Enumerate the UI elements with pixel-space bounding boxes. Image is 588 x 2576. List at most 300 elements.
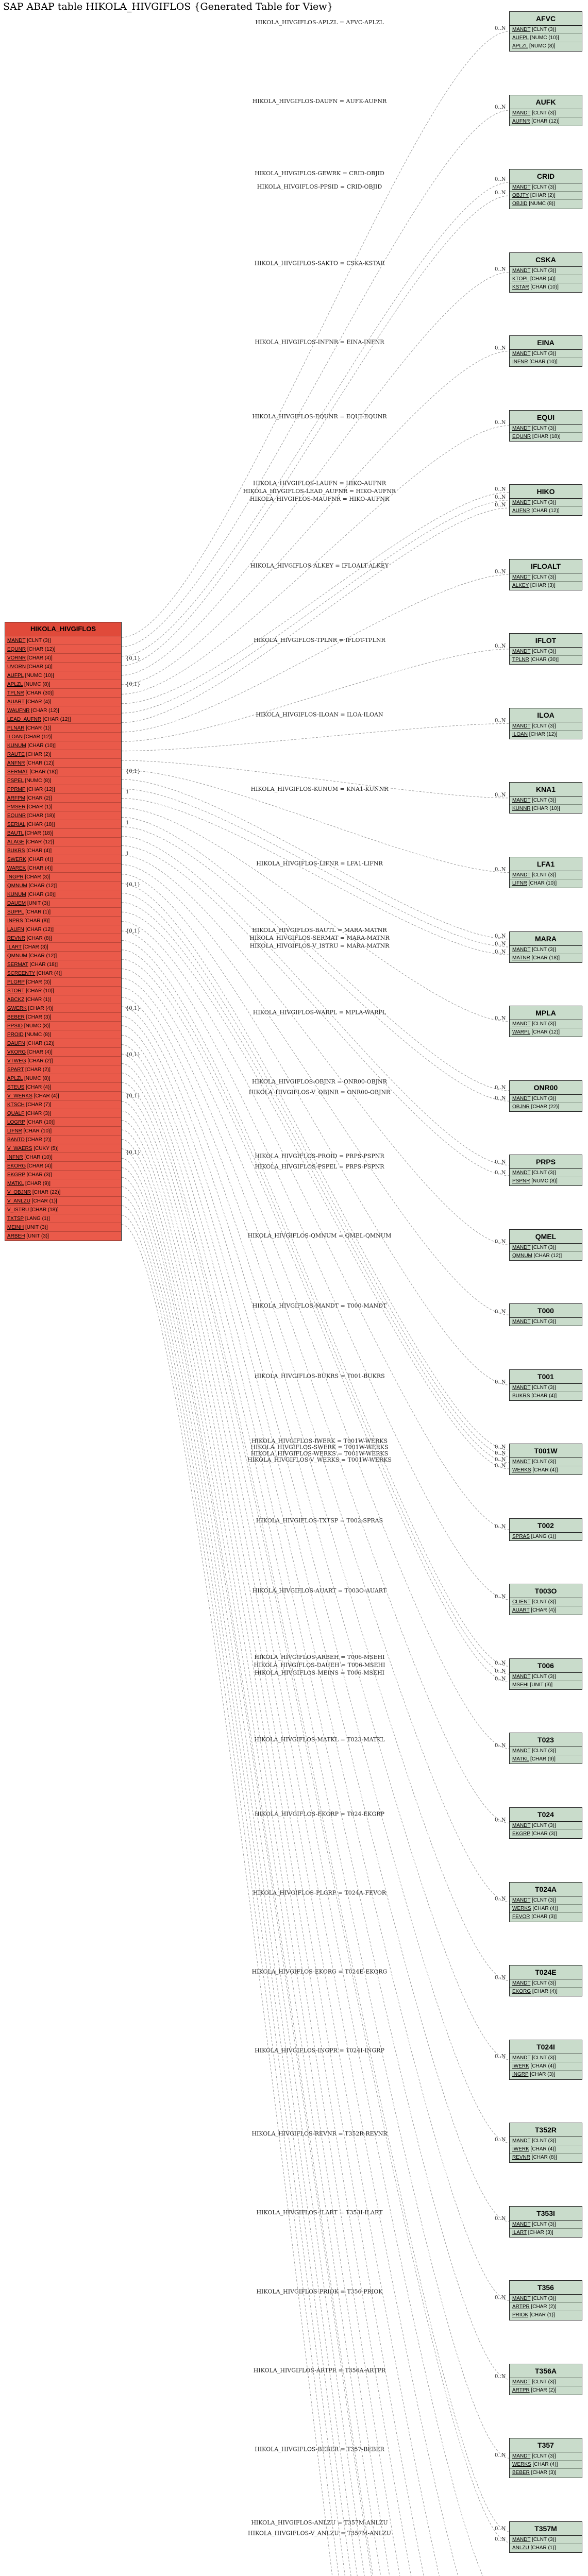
table-cska[interactable] [509,252,582,293]
relation-line [122,827,509,1101]
cardinality-target: 0..N [495,2054,506,2060]
relation-line [122,426,509,694]
relation-label: HIKOLA_HIVGIFLOS-KUNUM = KNA1-KUNNR [250,785,389,792]
main-field-row [5,689,121,698]
table-t000[interactable] [509,1303,582,1326]
table-t024e[interactable] [509,1965,582,1996]
relation-line [122,1158,509,2576]
table-title: T024E [510,1965,582,1979]
main-field-row [5,733,121,741]
main-field-row [5,750,121,759]
field-type: [CHAR (10)] [25,1120,55,1125]
field-name: UVORN [7,664,26,670]
field-type: [CHAR (12)] [26,647,56,652]
field-type: [UNIT (3)] [26,901,50,906]
table-mara[interactable] [509,931,582,963]
main-table-title: HIKOLA_HIVGIFLOS [5,622,121,636]
table-field-row: MANDT [CLNT (3)] [510,499,582,507]
cardinality-source: 1 [126,789,129,795]
main-field-row [5,1118,121,1127]
relation-label: HIKOLA_HIVGIFLOS-ANLZU = T357M-ANLZU [251,2519,388,2527]
relation-label: HIKOLA_HIVGIFLOS-ARTPR = T356A-ARTPR [253,2367,386,2374]
table-iflot[interactable] [509,633,582,665]
table-equi[interactable] [509,410,582,442]
table-t024[interactable] [509,1807,582,1839]
main-field-row [5,1004,121,1013]
table-t006[interactable] [509,1658,582,1690]
table-field-row: KTOPL [CHAR (4)] [510,275,582,283]
main-field-row [5,1083,121,1092]
relation-label: HIKOLA_HIVGIFLOS-LAUFN = HIKO-AUFNR [253,480,386,487]
table-field-row: MANDT [CLNT (3)] [510,573,582,582]
main-field-row [5,759,121,768]
relation-label: HIKOLA_HIVGIFLOS-LEAD_AUFNR = HIKO-AUFNR [243,487,396,495]
relation-label: HIKOLA_HIVGIFLOS-QMNUM = QMEL-QMNUM [247,1232,392,1240]
table-title: IFLOT [510,634,582,648]
field-name: RAUTE [7,752,25,757]
cardinality-target: 0..N [495,1309,506,1315]
main-field-row [5,969,121,978]
table-kna1[interactable] [509,782,582,814]
table-field-row: MANDT [CLNT (3)] [510,2054,582,2062]
main-table[interactable] [5,622,122,1241]
cardinality-target: 0..N [495,643,506,649]
cardinality-target: 0..N [495,1742,506,1749]
field-name: STORT [7,988,25,994]
field-type: [CHAR (9)] [24,1181,51,1187]
cardinality-target: 0..N [495,105,506,111]
relation-line [122,789,509,950]
table-title: T006 [510,1659,582,1673]
cardinality-target: 0..N [495,1239,506,1245]
table-field-row: MANDT [CLNT (3)] [510,1822,582,1830]
cardinality-target: 0..N [495,2536,506,2543]
main-field-row [5,636,121,645]
main-field-row [5,820,121,829]
field-type: [CHAR (1)] [24,725,52,731]
cardinality-source: {0,1} [126,1093,141,1099]
main-field-row [5,1214,121,1223]
relation-label: HIKOLA_HIVGIFLOS-WERKS = T001W-WERKS [250,1450,389,1457]
main-field-row [5,882,121,890]
cardinality-source: {0,1} [126,682,141,687]
table-field-row: MANDT [CLNT (3)] [510,1979,582,1988]
field-type: [CHAR (12)] [29,708,59,714]
main-field-row [5,1162,121,1171]
table-field-row: APLZL [NUMC (8)] [512,43,556,49]
table-field-row: WERKS [CHAR (4)] [510,1905,582,1913]
cardinality-target: 0..N [495,1668,506,1674]
cardinality-target: 0..N [495,190,506,196]
table-field-row: AUFNR [CHAR (12)] [512,118,560,124]
main-field-row [5,960,121,969]
table-field-row: MANDT [CLNT (3)] [510,267,582,275]
table-qmel[interactable] [509,1229,582,1261]
table-hiko[interactable] [509,484,582,516]
main-field-row [5,978,121,987]
relation-label: HIKOLA_HIVGIFLOS-MATKL = T023-MATKL [254,1736,385,1743]
field-name: BANTD [7,1137,25,1143]
main-field-row [5,776,121,785]
field-name: EKGRP [7,1172,25,1178]
cardinality-target: 0..N [495,1817,506,1823]
table-afvc[interactable] [509,11,582,52]
table-field-row: MANDT [CLNT (3)] [510,1747,582,1755]
table-t001w[interactable] [509,1444,582,1475]
table-mpla[interactable] [509,1006,582,1037]
relation-line [122,1101,509,2576]
relation-label: HIKOLA_HIVGIFLOS-MAUFNR = HIKO-AUFNR [249,496,390,502]
field-name: PLNAR [7,725,25,731]
table-field-row: MANDT [CLNT (3)] [510,1020,582,1028]
main-field-row [5,768,121,776]
cardinality-target: 0..N [495,345,506,351]
relation-label: HIKOLA_HIVGIFLOS-SAKTO = CSKA-KSTAR [254,260,385,267]
field-type: [CHAR (2)] [25,795,52,801]
main-field-row [5,785,121,794]
table-field-row: MANDT [CLNT (3)] [510,648,582,656]
main-field-row [5,890,121,899]
table-t357[interactable] [509,2438,582,2478]
field-name: PMSER [7,804,26,810]
cardinality-target: 0..N [495,1463,506,1469]
cardinality-target: 0..N [495,1523,506,1530]
table-field-row: KUNNR [CHAR (10)] [512,806,560,812]
table-title: CRID [510,170,582,183]
cardinality-target: 0..N [495,1170,506,1176]
cardinality-source: {0,1} [126,1150,141,1156]
main-field-row [5,838,121,846]
table-field-row: MANDT [CLNT (3)] [510,1384,582,1392]
relation-label: HIKOLA_HIVGIFLOS-WARPL = MPLA-WARPL [253,1009,387,1016]
table-field-row: WERKS [CHAR (4)] [510,2461,582,2469]
relation-line [122,1063,509,2532]
main-field-row [5,794,121,803]
table-iloa[interactable] [509,708,582,739]
field-type: [LANG (1)] [24,1216,50,1222]
field-type: [CHAR (12)] [41,717,71,722]
field-type: [CHAR (12)] [24,839,54,845]
relation-label: HIKOLA_HIVGIFLOS-V_OBJNR = ONR00-OBJNR [248,1089,391,1096]
field-name: SERMAT [7,769,28,775]
table-field-row: MANDT [CLNT (3)] [510,722,582,731]
cardinality-target: 0..N [495,1676,506,1682]
field-type: [CHAR (12)] [27,953,57,959]
cardinality-target: 0..N [495,569,506,575]
main-field-row [5,645,121,654]
main-field-row [5,1136,121,1144]
main-field-row [5,864,121,873]
table-t003o[interactable] [509,1584,582,1615]
relation-line [122,978,509,1823]
table-field-row: MANDT [CLNT (3)] [510,871,582,879]
table-t356a[interactable] [509,2364,582,2395]
field-name: MEINH [7,1225,24,1230]
field-type: [CHAR (12)] [27,883,57,889]
cardinality-target: 0..N [495,266,506,273]
relation-line [122,31,509,637]
table-t023[interactable] [509,1733,582,1764]
main-field-row [5,741,121,750]
relation-label: HIKOLA_HIVGIFLOS-SERMAT = MARA-MATNR [249,935,390,941]
field-name: WAUFNR [7,708,30,714]
relation-label: HIKOLA_HIVGIFLOS-BEBER = T357-BEBER [255,2446,384,2453]
table-t356[interactable] [509,2280,582,2320]
relation-line [122,493,509,704]
main-field-row [5,698,121,706]
relation-line [122,1130,509,2576]
relation-line [122,836,509,1165]
table-onr00[interactable] [509,1080,582,1112]
relation-line [122,1045,509,2380]
main-field-row [5,663,121,671]
field-type: [CHAR (2)] [26,1058,53,1064]
cardinality-target: 0..N [495,792,506,798]
field-name: STEUS [7,1084,25,1090]
main-field-row [5,846,121,855]
relation-label: HIKOLA_HIVGIFLOS-BAUTL = MARA-MATNR [252,926,387,934]
table-field-row: AUART [CHAR (4)] [512,1607,557,1614]
cardinality-source: 1 [126,851,129,857]
field-type: [CHAR (22)] [31,1190,61,1195]
field-name: SERMAT [7,962,28,968]
field-name: KUNUM [7,892,26,897]
table-title: T001W [510,1444,582,1458]
field-name: PSPEL [7,778,24,784]
cardinality-target: 0..N [495,1084,506,1091]
table-title: T024A [510,1883,582,1896]
cardinality-target: 0..N [495,867,506,873]
main-field-row [5,943,121,952]
field-name: ILART [7,944,22,950]
relation-label: HIKOLA_HIVGIFLOS-INFNR = EINA-INFNR [255,338,384,346]
field-name: MANDT [7,638,26,643]
table-title: IFLOALT [510,560,582,573]
table-field-row: WARPL [CHAR (12)] [512,1029,560,1036]
relation-label: HIKOLA_HIVGIFLOS-ARBEH = T006-MSEHI [254,1654,385,1661]
table-field-row: MANDT [CLNT (3)] [510,350,582,358]
field-type: [CHAR (4)] [35,971,62,976]
table-field-row: IWERK [CHAR (4)] [510,2062,582,2071]
field-name: KTSCH [7,1102,25,1108]
main-field-row [5,987,121,995]
table-title: AUFK [510,95,582,109]
field-type: [CHAR (12)] [24,927,54,933]
relation-line [122,723,509,751]
cardinality-target: 0..N [495,2295,506,2301]
table-field-row: ILART [CHAR (3)] [512,2229,553,2235]
page-title: SAP ABAP table HIKOLA_HIVGIFLOS {Generated Table for View} [3,1,333,12]
relation-line [122,969,509,1749]
main-field-row [5,1109,121,1118]
relation-label: HIKOLA_HIVGIFLOS-MANDT = T000-MANDT [252,1302,387,1310]
cardinality-target: 0..N [495,2216,506,2222]
table-field-row: MANDT [CLNT (3)] [510,2295,582,2303]
main-field-row [5,1057,121,1065]
table-title: HIKO [510,485,582,499]
table-ifloalt[interactable] [509,559,582,590]
table-field-row: BEBER [CHAR (3)] [512,2470,557,2476]
field-name: AUART [7,699,25,705]
field-name: SUPPL [7,909,24,915]
table-title: ONR00 [510,1081,582,1095]
field-type: [CUKY (5)] [32,1146,59,1151]
field-name: PROID [7,1032,24,1038]
table-t353i[interactable] [509,2206,582,2238]
table-field-row: ILOAN [CHAR (12)] [512,731,558,737]
relation-label: HIKOLA_HIVGIFLOS-SWERK = T001W-WERKS [250,1444,389,1451]
table-aufk[interactable] [509,95,582,126]
table-t002[interactable] [509,1518,582,1541]
table-eina[interactable] [509,335,582,367]
main-field-row [5,952,121,960]
field-name: SERIAL [7,822,26,827]
field-name: ABCKZ [7,997,25,1003]
relation-line [122,1111,509,2576]
table-field-row: FEVOR [CHAR (3)] [512,1913,557,1920]
cardinality-target: 0..N [495,2526,506,2532]
table-title: EINA [510,336,582,350]
field-name: EQUNR [7,813,26,819]
table-field-row: INFNR [CHAR (10)] [512,359,558,365]
cardinality-target: 0..N [495,1975,506,1981]
table-title: T353I [510,2207,582,2221]
relation-label: HIKOLA_HIVGIFLOS-LIFNR = LFA1-LIFNR [256,860,383,867]
table-field-row: MSEHI [UNIT (3)] [512,1682,553,1688]
relation-line [122,1092,509,2576]
table-t352r[interactable] [509,2123,582,2163]
field-name: ARBEH [7,1233,25,1239]
field-type: [CHAR (4)] [26,1049,53,1055]
field-type: [CHAR (4)] [32,1093,59,1099]
cardinality-target: 0..N [495,177,506,183]
field-type: [CHAR (7)] [24,1102,52,1108]
relation-label: HIKOLA_HIVGIFLOS-PLGRP = T024A-FEVOR [253,1889,387,1896]
field-name: VTWEG [7,1058,26,1064]
main-field-row [5,917,121,925]
relation-label: HIKOLA_HIVGIFLOS-DAUEH = T006-MSEHI [254,1662,385,1669]
relation-label: HIKOLA_HIVGIFLOS-V_ANLZU = T357M-ANLZU [248,2530,391,2537]
field-name: V_WERKS [7,1093,32,1099]
field-name: EKORG [7,1163,26,1169]
main-field-row [5,1153,121,1162]
table-crid[interactable] [509,169,582,209]
table-title: T024 [510,1808,582,1822]
table-field-row: MANDT [CLNT (3)] [510,2378,582,2386]
table-title: T001 [510,1370,582,1384]
main-field-row [5,724,121,733]
table-title: T352R [510,2123,582,2137]
table-field-row: MANDT [CLNT (3)] [510,796,582,805]
table-field-row: MANDT [CLNT (3)] [510,2536,582,2544]
table-field-row: MANDT [CLNT (3)] [510,1458,582,1466]
cardinality-target: 0..N [495,949,506,955]
field-type: [CHAR (4)] [26,1163,53,1169]
relation-line [122,997,509,1981]
field-type: [NUMC (8)] [23,778,52,784]
field-name: BEBER [7,1014,25,1020]
table-field-row: IWERK [CHAR (4)] [510,2145,582,2154]
table-field-row: INGRP [CHAR (3)] [512,2071,556,2077]
relation-label: HIKOLA_HIVGIFLOS-MEINS = T006-MSEHI [254,1669,385,1676]
table-t357m[interactable] [509,2521,582,2553]
main-field-row [5,899,121,908]
table-field-row: MANDT [CLNT (3)] [510,26,582,34]
main-field-row [5,803,121,811]
field-type: [CHAR (3)] [21,944,48,950]
field-name: INGPR [7,874,24,880]
field-type: [CHAR (8)] [25,936,52,941]
table-prps[interactable] [509,1155,582,1186]
field-name: REVNR [7,936,26,941]
field-type: [CHAR (2)] [24,1137,52,1143]
field-name: QMNUM [7,883,27,889]
table-field-row: MANDT [CLNT (3)] [510,109,582,117]
field-type: [CHAR (4)] [26,664,53,670]
relation-label: HIKOLA_HIVGIFLOS-OBJNR = ONR00-OBJNR [252,1078,387,1085]
field-type: [CHAR (18)] [28,962,58,968]
relation-line [122,508,509,722]
main-field-row [5,1144,121,1153]
table-lfa1[interactable] [509,857,582,888]
relation-label: HIKOLA_HIVGIFLOS-ILART = T353I-ILART [256,2209,383,2216]
table-field-row: MANDT [CLNT (3)] [510,1169,582,1177]
relation-line [122,500,509,713]
field-name: ILOAN [7,734,23,740]
table-field-row: AUFNR [CHAR (12)] [512,508,560,514]
field-type: [CHAR (3)] [25,1172,52,1178]
field-name: INPRS [7,918,23,924]
relation-line [122,574,509,732]
table-t024a[interactable] [509,1882,582,1922]
relation-line [122,1073,509,2543]
field-type: [CHAR (2)] [24,752,52,757]
relation-line [122,1177,509,2576]
table-title: T357M [510,2522,582,2536]
main-field-row [5,1232,121,1241]
table-field-row: EQUNR [CHAR (18)] [512,433,561,439]
table-field-row: ALKEY [CHAR (3)] [512,582,556,588]
main-field-row [5,1197,121,1206]
main-field-row [5,715,121,724]
main-field-row [5,1039,121,1048]
table-title: T003O [510,1584,582,1598]
field-type: [CHAR (12)] [25,787,55,792]
relation-label: HIKOLA_HIVGIFLOS-TXTSP = T002-SPRAS [256,1517,383,1524]
field-name: ALAGE [7,839,25,845]
relation-label: HIKOLA_HIVGIFLOS-AUART = T003O-AUART [252,1587,387,1594]
field-name: TXTSP [7,1216,24,1222]
table-field-row: ARTPR [CHAR (2)] [512,2387,557,2393]
field-name: INFNR [7,1155,23,1160]
cardinality-source: 1 [126,820,129,826]
table-title: PRPS [510,1155,582,1169]
field-name: PPSID [7,1023,23,1029]
field-type: [CHAR (18)] [28,769,58,775]
relation-line [122,1121,509,2576]
main-field-row [5,1022,121,1030]
table-t001[interactable] [509,1369,582,1401]
relation-label: HIKOLA_HIVGIFLOS-PRIOK = T356-PRIOK [256,2288,383,2295]
field-name: V_WAERS [7,1146,32,1151]
field-type: [UNIT (3)] [25,1233,49,1239]
table-title: T357 [510,2438,582,2452]
table-title: T023 [510,1733,582,1747]
table-title: T356 [510,2281,582,2295]
field-type: [CHAR (4)] [26,1006,54,1011]
field-type: [CHAR (2)] [24,1067,51,1073]
table-t024i[interactable] [509,2040,582,2080]
